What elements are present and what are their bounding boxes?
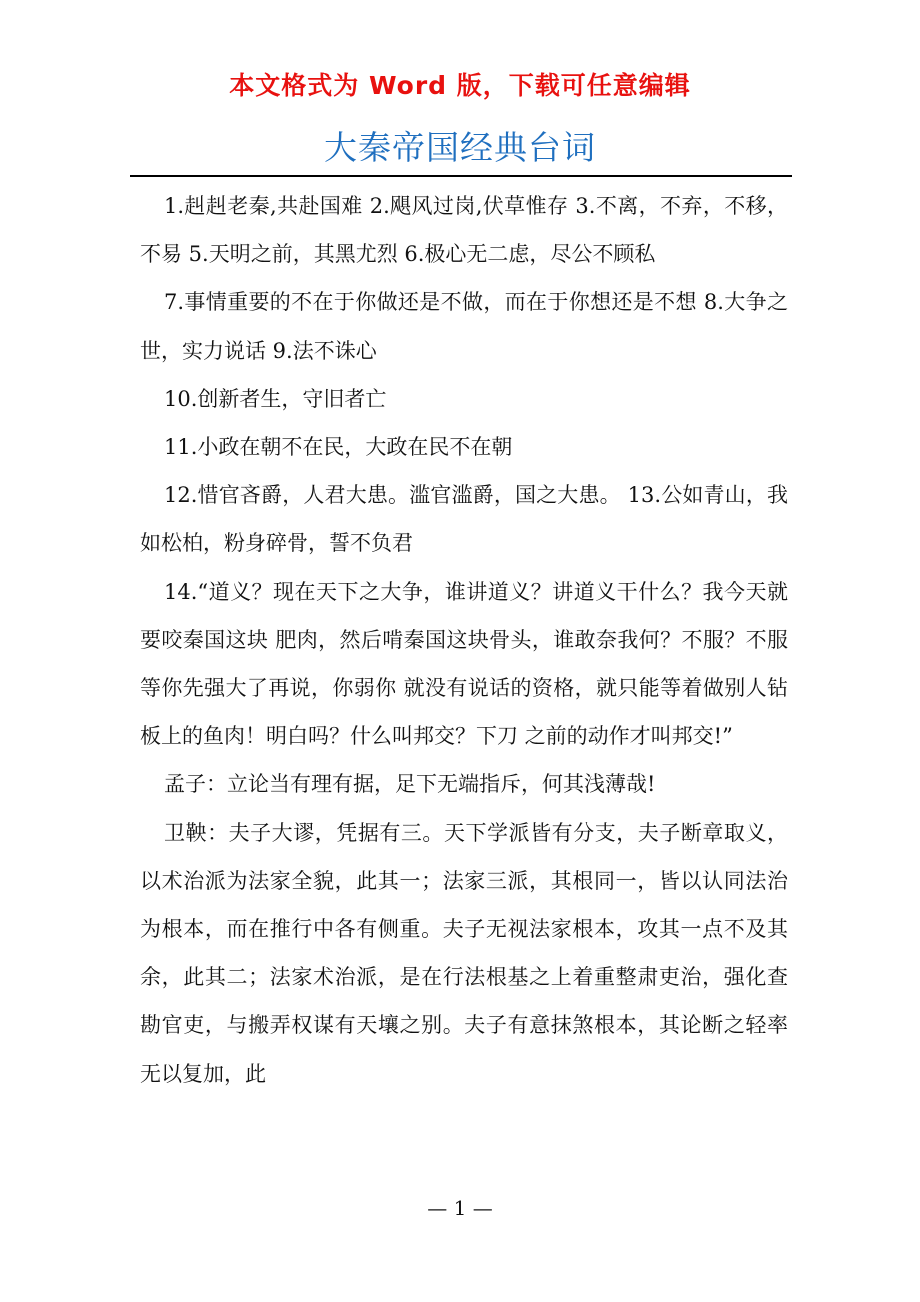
document-body (140, 182, 788, 1098)
paragraph: 12.惜官吝爵，人君大患。滥官滥爵，国之大患。 13.公如青山，我如松柏，粉身碎骨，誓不负君 (140, 483, 788, 556)
page-title: 大秦帝国经典台词 (324, 128, 596, 167)
paragraph: 孟子：立论当有理有据，足下无端指斥，何其浅薄哉! (164, 772, 656, 797)
paragraph: 7.事情重要的不在于你做还是不做，而在于你想还是不想 8.大争之世，实力说话 9.法不诛心 (140, 290, 788, 363)
paragraph: 10.创新者生，守旧者亡 (164, 386, 387, 411)
paragraph: 11.小政在朝不在民，大政在民不在朝 (164, 435, 513, 460)
paragraph: 卫鞅：夫子大谬，凭据有三。天下学派皆有分支，夫子断章取义，以术治派为法家全貌，此其一；法家三派，其根同一，皆以认同法治为根本，而在推行中各有侧重。夫子无视法家根本，攻其一点不及其余，此其二；法家术治派，是在行法根基之上着重整肃吏治，强化查勘官吏，与搬弄权谋有天壤之别。夫子有意抹煞根本，其论断之轻率无以复加，此 (140, 820, 788, 1086)
paragraph: 1.赳赳老秦,共赴国难 2.飓风过岗,伏草惟存 3.不离，不弃，不移，不易 5.天明之前，其黑尤烈 6.极心无二虑，尽公不顾私 (140, 194, 788, 267)
title-divider (130, 175, 792, 177)
paragraph: 14.“道义？现在天下之大争，谁讲道义？讲道义干什么？我今天就要咬秦国这块 肥肉，然后啃秦国这块骨头，谁敢奈我何？不服？不服等你先强大了再说，你弱你 就没有说话的资格，就只能等着做别人钻板上的鱼肉！明白吗？什么叫邦交？下刀 之前的动作才叫邦交!” (140, 579, 788, 749)
page-number: — 1 — (427, 1196, 493, 1220)
format-banner: 本文格式为 Word 版，下载可任意编辑 (229, 71, 691, 100)
